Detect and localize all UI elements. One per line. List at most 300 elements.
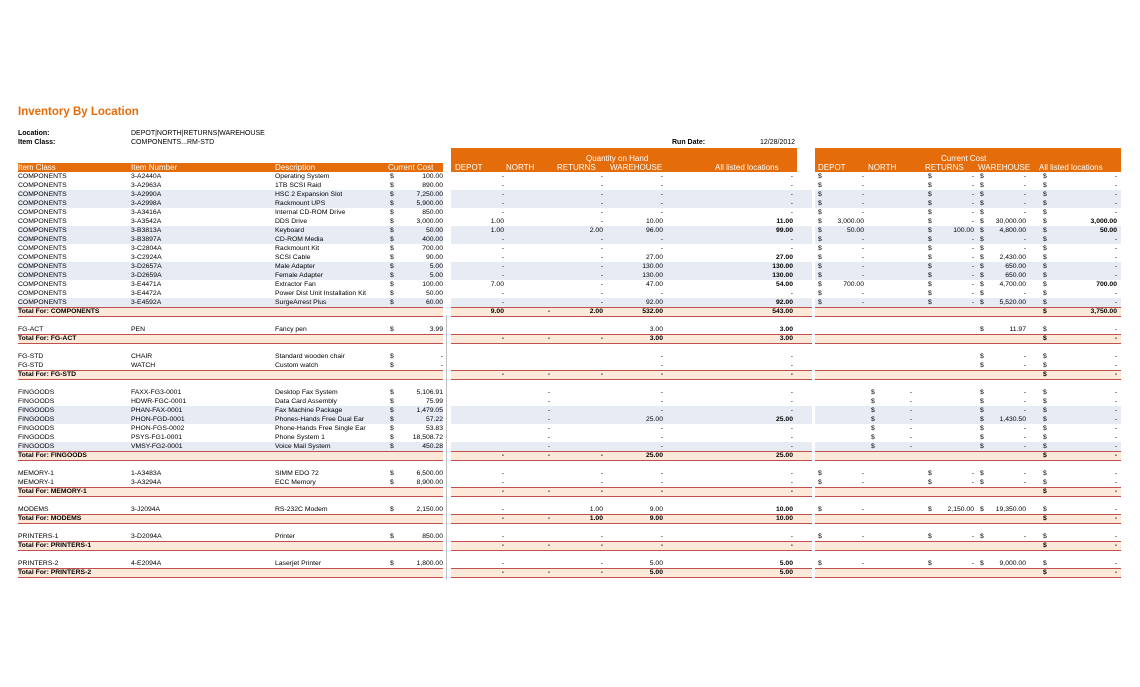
cell-cost-warehouse-currency: $ bbox=[980, 227, 984, 234]
cell-cost-warehouse: - bbox=[1023, 470, 1026, 477]
cell-item-class: COMPONENTS bbox=[18, 227, 67, 234]
cell-item-class: FINGOODS bbox=[18, 416, 55, 423]
col-cost-depot: DEPOT bbox=[818, 163, 846, 172]
cell-cost-depot: - bbox=[861, 299, 864, 306]
cell-qty-returns: - bbox=[600, 533, 603, 540]
cell-item-class: PRINTERS-1 bbox=[18, 533, 59, 540]
cell-qty-north: - bbox=[547, 398, 550, 405]
cell-cost-warehouse-currency: $ bbox=[980, 299, 984, 306]
cell-qty-all: - bbox=[790, 191, 793, 198]
cell-item-number: PSYS-FG1-0001 bbox=[131, 434, 182, 441]
cell-description: Male Adapter bbox=[275, 263, 316, 270]
cell-cost-depot: 3,000.00 bbox=[837, 218, 864, 225]
table-row bbox=[18, 235, 1121, 244]
cell-cost-all-currency: $ bbox=[1043, 254, 1047, 261]
cell-item-class: PRINTERS-2 bbox=[18, 560, 59, 567]
cell-description: SIMM EDO 72 bbox=[275, 470, 319, 477]
cell-cost-returns: - bbox=[971, 218, 974, 225]
cell-qty-returns: - bbox=[600, 542, 603, 549]
col-description: Description bbox=[275, 163, 316, 172]
cell-cost-north-currency: $ bbox=[871, 434, 875, 441]
cell-item-class: COMPONENTS bbox=[18, 236, 67, 243]
cell-current-cost: 100.00 bbox=[422, 281, 443, 288]
cell-cost-all: - bbox=[1114, 299, 1117, 306]
total-label: Total For: COMPONENTS bbox=[18, 308, 100, 315]
cell-cost-depot: - bbox=[861, 560, 864, 567]
cell-cost-returns-currency: $ bbox=[928, 470, 932, 477]
table-row bbox=[18, 433, 1121, 442]
cell-description: Custom watch bbox=[275, 362, 319, 369]
cell-cost-all-currency: $ bbox=[1043, 443, 1047, 450]
col-qty-warehouse: WAREHOUSE bbox=[610, 163, 663, 172]
cell-cost-returns-currency: $ bbox=[928, 254, 932, 261]
cell-cost-currency: $ bbox=[390, 434, 394, 441]
cell-qty-warehouse: - bbox=[660, 353, 663, 360]
cell-cost-returns-currency: $ bbox=[928, 272, 932, 279]
cell-qty-warehouse: 10.00 bbox=[645, 218, 663, 225]
cell-cost-warehouse-currency: $ bbox=[980, 560, 984, 567]
cell-cost-all: - bbox=[1114, 398, 1117, 405]
col-qty-returns: RETURNS bbox=[557, 163, 596, 172]
cell-cost-north: - bbox=[909, 398, 912, 405]
cell-item-class: MODEMS bbox=[18, 506, 49, 513]
cell-cost-currency: $ bbox=[390, 254, 394, 261]
cell-cost-all: - bbox=[1114, 245, 1117, 252]
column-divider bbox=[446, 315, 447, 580]
cell-cost-returns-currency: $ bbox=[928, 191, 932, 198]
cell-qty-warehouse: - bbox=[660, 236, 663, 243]
cell-cost-returns-currency: $ bbox=[928, 560, 932, 567]
cell-cost-currency: $ bbox=[390, 281, 394, 288]
cell-current-cost: - bbox=[440, 362, 443, 369]
cell-cost-all-currency: $ bbox=[1043, 272, 1047, 279]
cell-cost-returns: - bbox=[971, 263, 974, 270]
cell-cost-north-currency: $ bbox=[871, 398, 875, 405]
table-row bbox=[18, 298, 1121, 307]
cell-cost-returns: - bbox=[971, 200, 974, 207]
cell-item-number: 3-B3897A bbox=[131, 236, 162, 243]
cell-description: Fancy pen bbox=[275, 326, 307, 333]
cell-item-class: FINGOODS bbox=[18, 434, 55, 441]
cell-item-class: COMPONENTS bbox=[18, 218, 67, 225]
cell-qty-all: - bbox=[790, 200, 793, 207]
cell-cost-returns: - bbox=[971, 470, 974, 477]
cell-cost-north: - bbox=[909, 443, 912, 450]
cell-description: Rackmount Kit bbox=[275, 245, 320, 252]
cell-description: Operating System bbox=[275, 173, 330, 180]
cell-qty-depot: - bbox=[501, 173, 504, 180]
cell-cost-returns-currency: $ bbox=[928, 236, 932, 243]
cell-cost-warehouse-currency: $ bbox=[980, 182, 984, 189]
cell-cost-warehouse: 650.00 bbox=[1005, 272, 1026, 279]
cell-current-cost: 5.00 bbox=[429, 263, 443, 270]
cell-cost-all: - bbox=[1114, 191, 1117, 198]
total-label: Total For: MEMORY-1 bbox=[18, 488, 87, 495]
cell-cost-depot: - bbox=[861, 290, 864, 297]
cell-qty-returns: - bbox=[600, 335, 603, 342]
cell-item-number: 3-B3813A bbox=[131, 227, 162, 234]
cell-cost-currency: $ bbox=[390, 560, 394, 567]
cell-cost-returns: - bbox=[971, 533, 974, 540]
table-row bbox=[18, 388, 1121, 397]
cell-cost-returns-currency: $ bbox=[928, 290, 932, 297]
cell-cost-depot-currency: $ bbox=[818, 254, 822, 261]
cell-cost-currency: $ bbox=[390, 245, 394, 252]
cell-cost-warehouse: 9,000.00 bbox=[999, 560, 1026, 567]
cell-qty-depot: 9.00 bbox=[490, 308, 504, 315]
cell-qty-depot: - bbox=[501, 245, 504, 252]
cell-current-cost: 50.00 bbox=[425, 227, 443, 234]
cell-item-class: MEMORY-1 bbox=[18, 470, 54, 477]
table-row bbox=[18, 289, 1121, 298]
total-label: Total For: FG-ACT bbox=[18, 335, 77, 342]
cell-cost-depot-currency: $ bbox=[818, 200, 822, 207]
cell-cost-returns-currency: $ bbox=[928, 173, 932, 180]
cell-cost-all-currency: $ bbox=[1043, 533, 1047, 540]
cell-item-number: PHON-FGD-0001 bbox=[131, 416, 185, 423]
cell-qty-north: - bbox=[547, 389, 550, 396]
cell-qty-warehouse: 25.00 bbox=[645, 416, 663, 423]
cell-description: Laserjet Printer bbox=[275, 560, 322, 567]
col-item-class: Item Class bbox=[18, 163, 56, 172]
cell-cost-depot-currency: $ bbox=[818, 263, 822, 270]
cell-qty-all: - bbox=[790, 398, 793, 405]
cell-cost-currency: $ bbox=[390, 416, 394, 423]
cell-item-class: FINGOODS bbox=[18, 398, 55, 405]
cell-cost-warehouse-currency: $ bbox=[980, 479, 984, 486]
cell-qty-depot: - bbox=[501, 488, 504, 495]
cell-item-class: FG-STD bbox=[18, 362, 44, 369]
cell-qty-north: - bbox=[547, 371, 550, 378]
cell-item-class: COMPONENTS bbox=[18, 290, 67, 297]
cell-cost-warehouse: - bbox=[1023, 173, 1026, 180]
table-row bbox=[18, 172, 1121, 181]
cell-cost-all: - bbox=[1114, 290, 1117, 297]
cell-item-number: 1-A3483A bbox=[131, 470, 162, 477]
run-date-value: 12/28/2012 bbox=[760, 139, 796, 146]
cell-qty-all: - bbox=[790, 182, 793, 189]
cell-qty-depot: - bbox=[501, 200, 504, 207]
cell-qty-depot: - bbox=[501, 335, 504, 342]
table-row bbox=[18, 352, 1121, 361]
cell-cost-warehouse: 11.97 bbox=[1009, 326, 1026, 333]
cell-cost-returns-currency: $ bbox=[928, 227, 932, 234]
cell-cost-all-currency: $ bbox=[1043, 236, 1047, 243]
cell-cost-warehouse: 5,520.00 bbox=[999, 299, 1026, 306]
cell-cost-all: - bbox=[1114, 272, 1117, 279]
cell-cost-returns-currency: $ bbox=[928, 218, 932, 225]
cell-qty-north: - bbox=[547, 515, 550, 522]
cell-qty-warehouse: - bbox=[660, 371, 663, 378]
cell-description: CD-ROM Media bbox=[275, 236, 324, 243]
cell-cost-currency: $ bbox=[390, 227, 394, 234]
cell-qty-all: - bbox=[790, 173, 793, 180]
cell-item-class: COMPONENTS bbox=[18, 281, 67, 288]
cell-cost-warehouse: - bbox=[1023, 533, 1026, 540]
cell-cost-returns: 2,150.00 bbox=[947, 506, 974, 513]
cell-description: Rackmount UPS bbox=[275, 200, 326, 207]
cell-cost-all-currency: $ bbox=[1043, 191, 1047, 198]
cell-qty-depot: - bbox=[501, 371, 504, 378]
cell-qty-returns: - bbox=[600, 209, 603, 216]
cell-item-number: 3-A2990A bbox=[131, 191, 162, 198]
cell-current-cost: 700.00 bbox=[422, 245, 443, 252]
table-row bbox=[18, 361, 1121, 370]
cell-cost-depot-currency: $ bbox=[818, 299, 822, 306]
cell-cost-returns-currency: $ bbox=[928, 245, 932, 252]
cell-cost-depot: - bbox=[861, 479, 864, 486]
cell-cost-all: - bbox=[1114, 470, 1117, 477]
cell-current-cost: 100.00 bbox=[422, 173, 443, 180]
cell-qty-returns: - bbox=[600, 452, 603, 459]
cell-cost-all: - bbox=[1114, 515, 1117, 522]
table-row bbox=[18, 415, 1121, 424]
cell-cost-currency: $ bbox=[390, 263, 394, 270]
cell-qty-depot: - bbox=[501, 254, 504, 261]
table-row bbox=[18, 190, 1121, 199]
col-item-number: Item Number bbox=[131, 163, 178, 172]
cell-cost-returns-currency: $ bbox=[928, 479, 932, 486]
cell-item-number: HDWR-FGC-0001 bbox=[131, 398, 187, 405]
cell-cost-depot-currency: $ bbox=[818, 290, 822, 297]
cell-cost-currency: $ bbox=[390, 218, 394, 225]
cell-item-number: 3-J2094A bbox=[131, 506, 161, 513]
cell-cost-returns: - bbox=[971, 272, 974, 279]
cell-item-class: COMPONENTS bbox=[18, 173, 67, 180]
cell-cost-all-currency: $ bbox=[1043, 263, 1047, 270]
cell-cost-returns: - bbox=[971, 236, 974, 243]
cell-qty-depot: - bbox=[501, 290, 504, 297]
cell-qty-north: - bbox=[547, 434, 550, 441]
cell-current-cost: 5,106.91 bbox=[416, 389, 443, 396]
cell-qty-returns: - bbox=[600, 254, 603, 261]
cell-description: ECC Memory bbox=[275, 479, 316, 486]
cell-cost-all-currency: $ bbox=[1043, 470, 1047, 477]
cell-qty-all: 11.00 bbox=[776, 218, 793, 225]
cell-cost-warehouse-currency: $ bbox=[980, 425, 984, 432]
cell-cost-all: - bbox=[1114, 533, 1117, 540]
cell-cost-currency: $ bbox=[390, 299, 394, 306]
cell-cost-depot: - bbox=[861, 209, 864, 216]
cell-qty-returns: - bbox=[600, 281, 603, 288]
cell-description: Fax Machine Package bbox=[275, 407, 343, 414]
cell-item-number: 3-A2998A bbox=[131, 200, 162, 207]
cell-cost-returns: - bbox=[971, 479, 974, 486]
cell-description: Female Adapter bbox=[275, 272, 323, 279]
col-qty-all: All listed locations bbox=[715, 163, 779, 172]
table-row bbox=[18, 469, 1121, 478]
cell-qty-warehouse: 5.00 bbox=[649, 569, 663, 576]
cell-item-number: CHAIR bbox=[131, 353, 153, 360]
cell-qty-all: 10.00 bbox=[775, 506, 793, 513]
cell-cost-all: - bbox=[1114, 371, 1117, 378]
cell-current-cost: 8,900.00 bbox=[416, 479, 443, 486]
cell-cost-returns-currency: $ bbox=[928, 533, 932, 540]
cell-cost-warehouse: - bbox=[1023, 398, 1026, 405]
cell-qty-returns: - bbox=[600, 560, 603, 567]
cell-cost-warehouse: 1,430.50 bbox=[999, 416, 1026, 423]
cell-cost-north: - bbox=[909, 416, 912, 423]
cell-qty-returns: - bbox=[600, 299, 603, 306]
cell-cost-warehouse-currency: $ bbox=[980, 272, 984, 279]
cell-cost-all: - bbox=[1114, 407, 1117, 414]
cell-qty-all: 130.00 bbox=[772, 272, 793, 279]
cell-item-number: VMSY-FG2-0001 bbox=[131, 443, 183, 450]
group-current-cost: Current Cost bbox=[941, 154, 987, 163]
cell-cost-depot-currency: $ bbox=[818, 173, 822, 180]
cell-qty-all: - bbox=[790, 425, 793, 432]
table-row bbox=[18, 280, 1121, 289]
cell-qty-north: - bbox=[547, 308, 550, 315]
cell-item-class: FINGOODS bbox=[18, 443, 55, 450]
cell-item-number: 3-A3416A bbox=[131, 209, 162, 216]
cell-qty-depot: - bbox=[501, 452, 504, 459]
cell-cost-all: - bbox=[1114, 326, 1117, 333]
cell-cost-depot-currency: $ bbox=[818, 281, 822, 288]
cell-item-class: COMPONENTS bbox=[18, 299, 67, 306]
table-row bbox=[18, 181, 1121, 190]
cell-qty-all: 54.00 bbox=[775, 281, 793, 288]
cell-current-cost: 90.00 bbox=[425, 254, 443, 261]
cell-cost-all-currency: $ bbox=[1043, 218, 1047, 225]
cell-qty-depot: - bbox=[501, 236, 504, 243]
cell-cost-all-currency: $ bbox=[1043, 209, 1047, 216]
cell-qty-north: - bbox=[547, 443, 550, 450]
cell-qty-all: - bbox=[790, 362, 793, 369]
cell-qty-north: - bbox=[547, 569, 550, 576]
cell-cost-warehouse: - bbox=[1023, 353, 1026, 360]
cell-item-class: COMPONENTS bbox=[18, 263, 67, 270]
cell-cost-returns: 100.00 bbox=[953, 227, 974, 234]
cell-cost-currency: $ bbox=[390, 425, 394, 432]
cell-item-class: MEMORY-1 bbox=[18, 479, 54, 486]
cell-cost-all: - bbox=[1114, 479, 1117, 486]
cell-current-cost: 5,900.00 bbox=[416, 200, 443, 207]
cell-cost-all: - bbox=[1114, 434, 1117, 441]
cell-cost-warehouse: - bbox=[1023, 191, 1026, 198]
cell-qty-all: - bbox=[790, 353, 793, 360]
cell-current-cost: 7,250.00 bbox=[416, 191, 443, 198]
cell-cost-all-currency: $ bbox=[1043, 560, 1047, 567]
cell-item-class: FINGOODS bbox=[18, 389, 55, 396]
cell-qty-returns: - bbox=[600, 191, 603, 198]
cell-cost-warehouse: - bbox=[1023, 479, 1026, 486]
cell-item-number: 3-D2094A bbox=[131, 533, 162, 540]
cell-qty-returns: - bbox=[600, 218, 603, 225]
col-current-cost: Current Cost bbox=[388, 163, 434, 172]
cell-item-number: 3-C2924A bbox=[131, 254, 162, 261]
cell-qty-warehouse: - bbox=[660, 290, 663, 297]
cell-cost-all: - bbox=[1114, 182, 1117, 189]
cell-cost-depot: - bbox=[861, 470, 864, 477]
cell-qty-returns: 2.00 bbox=[589, 227, 603, 234]
group-quantity-on-hand: Quantity on Hand bbox=[586, 154, 649, 163]
cell-cost-all-currency: $ bbox=[1043, 407, 1047, 414]
cell-cost-all-currency: $ bbox=[1043, 425, 1047, 432]
cell-cost-depot-currency: $ bbox=[818, 506, 822, 513]
cell-cost-currency: $ bbox=[390, 173, 394, 180]
cell-cost-depot-currency: $ bbox=[818, 479, 822, 486]
cell-qty-all: - bbox=[790, 488, 793, 495]
table-row bbox=[18, 271, 1121, 280]
cell-description: Phone System 1 bbox=[275, 434, 325, 441]
cell-cost-north-currency: $ bbox=[871, 425, 875, 432]
cell-cost-warehouse-currency: $ bbox=[980, 533, 984, 540]
cell-cost-north: - bbox=[909, 389, 912, 396]
cell-cost-currency: $ bbox=[390, 398, 394, 405]
cell-current-cost: 450.28 bbox=[422, 443, 443, 450]
cell-current-cost: 400.00 bbox=[422, 236, 443, 243]
cell-qty-depot: - bbox=[501, 272, 504, 279]
cell-qty-all: 3.00 bbox=[779, 335, 793, 342]
cell-cost-north-currency: $ bbox=[871, 389, 875, 396]
cell-cost-all-currency: $ bbox=[1043, 506, 1047, 513]
cell-cost-all: - bbox=[1114, 488, 1117, 495]
cell-current-cost: 18,508.72 bbox=[412, 434, 443, 441]
cell-cost-warehouse-currency: $ bbox=[980, 173, 984, 180]
cell-qty-all: 27.00 bbox=[775, 254, 793, 261]
cell-item-class: FINGOODS bbox=[18, 425, 55, 432]
cell-cost-all-currency: $ bbox=[1043, 362, 1047, 369]
cell-current-cost: 890.00 bbox=[422, 182, 443, 189]
cell-qty-warehouse: 47.00 bbox=[645, 281, 663, 288]
col-cost-warehouse: WAREHOUSE bbox=[978, 163, 1031, 172]
cell-qty-warehouse: 3.00 bbox=[649, 335, 663, 342]
cell-qty-returns: - bbox=[600, 182, 603, 189]
total-row bbox=[18, 307, 1121, 316]
cell-cost-warehouse: - bbox=[1023, 182, 1026, 189]
cell-cost-depot-currency: $ bbox=[818, 209, 822, 216]
cell-cost-warehouse-currency: $ bbox=[980, 236, 984, 243]
cell-current-cost: 75.99 bbox=[425, 398, 443, 405]
cell-cost-warehouse-currency: $ bbox=[980, 245, 984, 252]
cell-qty-warehouse: 532.00 bbox=[642, 308, 663, 315]
cell-qty-returns: - bbox=[600, 200, 603, 207]
cell-cost-all-currency: $ bbox=[1043, 371, 1047, 378]
cell-cost-north: - bbox=[909, 434, 912, 441]
cell-description: Phones-Hands Free Dual Ear bbox=[275, 416, 365, 423]
cell-cost-warehouse: 2,430.00 bbox=[999, 254, 1026, 261]
cell-qty-north: - bbox=[547, 425, 550, 432]
cell-qty-warehouse: - bbox=[660, 479, 663, 486]
cell-cost-depot: - bbox=[861, 263, 864, 270]
cell-qty-warehouse: 27.00 bbox=[645, 254, 663, 261]
cell-qty-warehouse: 25.00 bbox=[645, 452, 663, 459]
cell-cost-warehouse-currency: $ bbox=[980, 389, 984, 396]
cell-qty-warehouse: - bbox=[660, 398, 663, 405]
cell-qty-returns: - bbox=[600, 263, 603, 270]
cell-qty-returns: 1.00 bbox=[589, 506, 603, 513]
cell-item-class: FG-STD bbox=[18, 353, 44, 360]
cell-qty-all: - bbox=[790, 434, 793, 441]
cell-cost-warehouse: - bbox=[1023, 443, 1026, 450]
total-row bbox=[18, 451, 1121, 460]
cell-cost-warehouse: - bbox=[1023, 209, 1026, 216]
location-value: DEPOT|NORTH|RETURNS|WAREHOUSE bbox=[131, 130, 265, 137]
cell-cost-warehouse: - bbox=[1023, 236, 1026, 243]
cell-cost-warehouse: - bbox=[1023, 362, 1026, 369]
cell-cost-warehouse: - bbox=[1023, 245, 1026, 252]
cell-cost-currency: $ bbox=[390, 353, 394, 360]
cell-qty-all: 5.00 bbox=[779, 560, 793, 567]
total-row bbox=[18, 568, 1121, 577]
cell-description: Internal CD-ROM Drive bbox=[275, 209, 346, 216]
cell-qty-warehouse: - bbox=[660, 173, 663, 180]
cell-cost-north-currency: $ bbox=[871, 416, 875, 423]
cell-cost-all: - bbox=[1114, 263, 1117, 270]
col-cost-returns: RETURNS bbox=[925, 163, 964, 172]
cell-cost-returns: - bbox=[971, 173, 974, 180]
